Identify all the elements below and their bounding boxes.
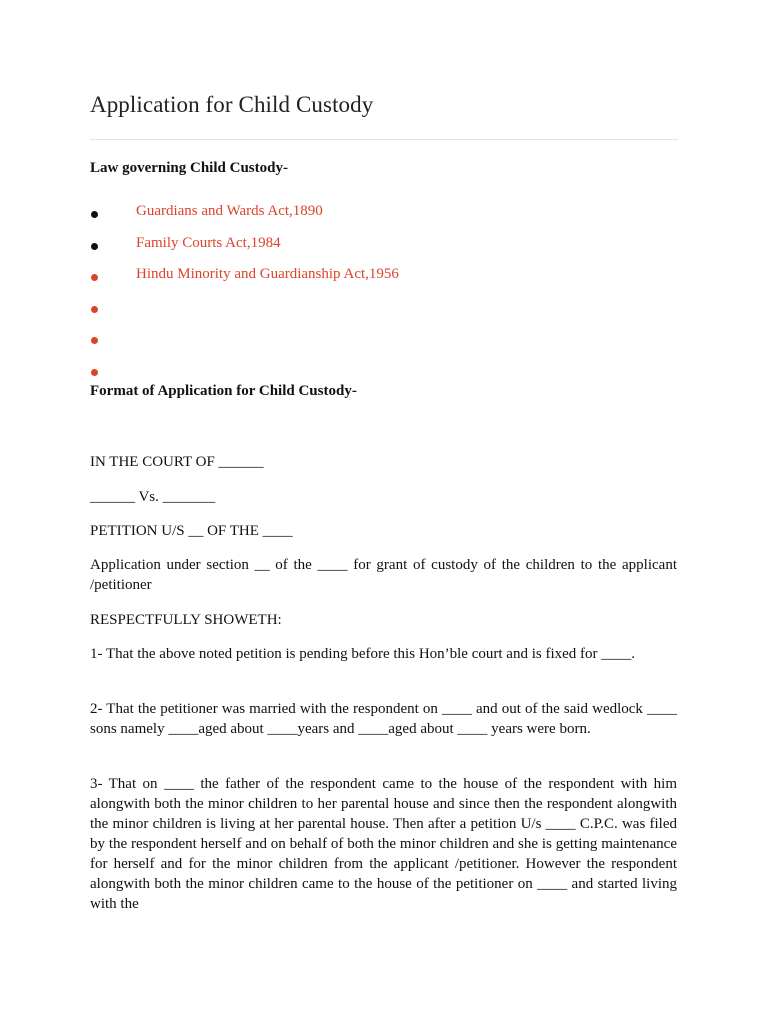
list-item bbox=[90, 203, 678, 235]
parties-line: ______ Vs. _______ bbox=[90, 489, 216, 505]
law-heading: Law governing Child Custody- bbox=[90, 160, 288, 176]
law-list bbox=[90, 203, 678, 392]
law-item-text: Guardians and Wards Act,1890 bbox=[136, 203, 323, 219]
bullet-icon bbox=[91, 306, 98, 313]
list-item bbox=[90, 298, 678, 330]
bullet-icon bbox=[91, 274, 98, 281]
list-item bbox=[90, 329, 678, 361]
law-item-text: Hindu Minority and Guardianship Act,1956 bbox=[136, 266, 399, 282]
list-item bbox=[90, 266, 678, 298]
petition-line: PETITION U/S __ OF THE ____ bbox=[90, 523, 293, 539]
paragraph-2: 2- That the petitioner was married with the respondent on ____ and out of the said wedlock ____ sons namely ____aged about ____years and ____aged about ____ years were born. bbox=[90, 701, 677, 737]
paragraph-1: 1- That the above noted petition is pending before this Hon’ble court and is fixed for ____. bbox=[90, 646, 636, 662]
showeth-heading: RESPECTFULLY SHOWETH: bbox=[90, 612, 282, 628]
court-line: IN THE COURT OF ______ bbox=[90, 454, 264, 470]
application-paragraph: Application under section __ of the ____ for grant of custody of the children to the applicant /petitioner bbox=[90, 557, 677, 593]
bullet-icon bbox=[91, 211, 98, 218]
format-heading: Format of Application for Child Custody- bbox=[90, 383, 357, 399]
list-item bbox=[90, 235, 678, 267]
bullet-icon bbox=[91, 243, 98, 250]
bullet-icon bbox=[91, 337, 98, 344]
paragraph-3: 3- That on ____ the father of the respondent came to the house of the respondent with him alongwith both the minor children to her parental house and since then the respondent alongwith the minor children is living at her parental house. Then after a petition U/s ____ C.P.C. was filed by the respondent herself and on behalf of both the minor children and she is getting maintenance for herself and for the minor children from the applicant /petitioner. However the respondent alongwith both the minor children came to the house of the petitioner on ____ and started living with the bbox=[90, 776, 677, 912]
title-divider bbox=[90, 139, 678, 140]
law-item-text: Family Courts Act,1984 bbox=[136, 234, 281, 251]
document-title: Application for Child Custody bbox=[90, 92, 374, 117]
bullet-icon bbox=[91, 369, 98, 376]
